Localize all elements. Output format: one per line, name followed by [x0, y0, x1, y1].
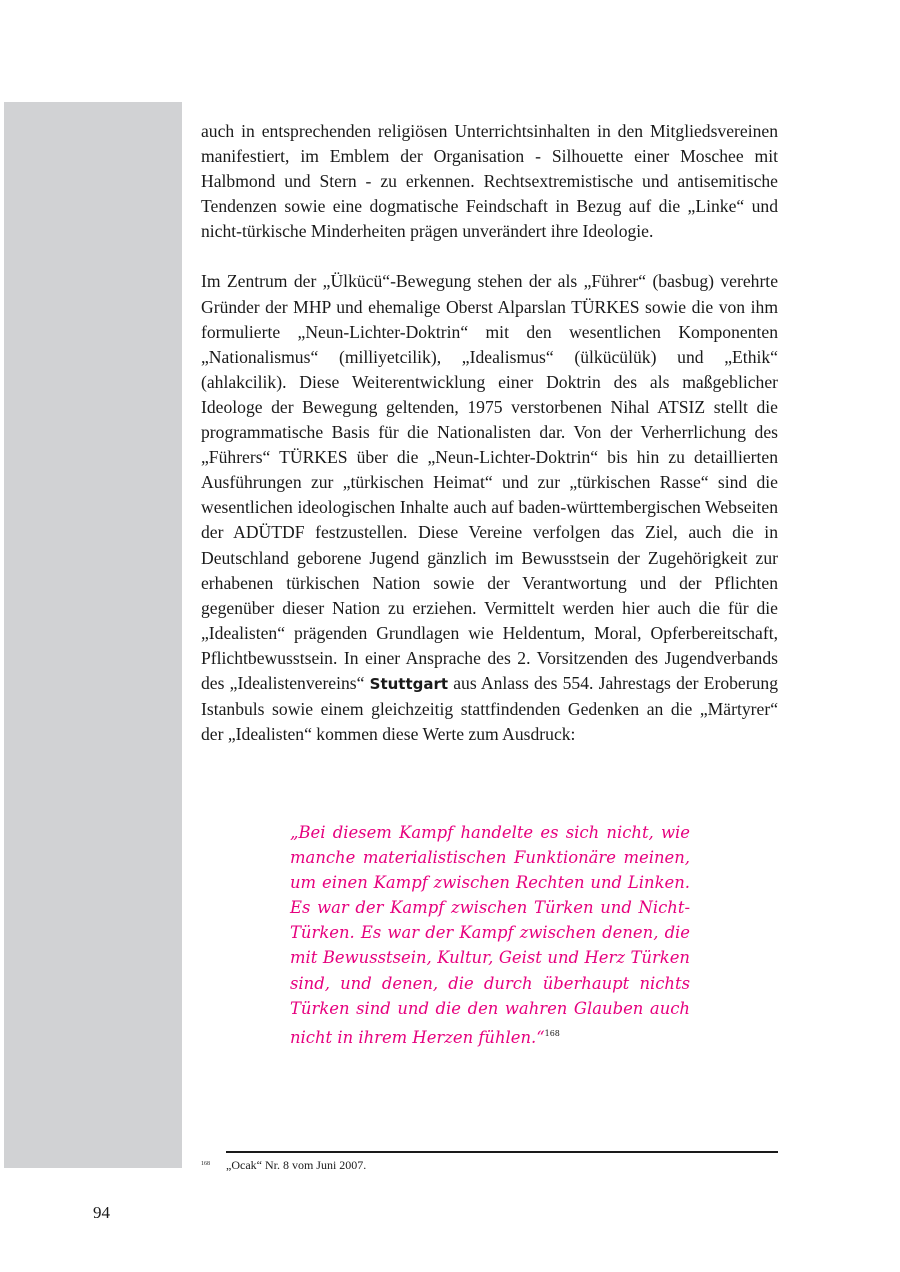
gray-sidebar — [4, 102, 182, 1168]
paragraph-2 — [201, 269, 778, 747]
body-text — [201, 119, 778, 772]
quote-text: „Bei diesem Kampf handelte es sich nicht, wie manche materialistischen Funktionäre meinen, um einen Kampf zwischen Rechten und Linken. Es war der Kampf zwischen Türken und Nicht-Türken. Es war der Kampf zwischen denen, die mit Bewusstsein, Kultur, Geist und Herz Türken sind, und denen, die durch überhaupt nichts Türken sind und die den wahren Glauben auch nicht in ihrem Herzen fühlen.“ — [290, 823, 690, 1047]
quote-footnote-ref[interactable]: 168 — [544, 1028, 560, 1038]
location-bold: Stuttgart — [369, 674, 449, 693]
footnote-marker: 168 — [201, 1161, 210, 1167]
footnote-text: „Ocak“ Nr. 8 vom Juni 2007. — [226, 1158, 367, 1172]
paragraph-2-text: Im Zentrum der „Ülkücü“-Bewegung stehen der als „Führer“ (basbug) verehrte Gründer der MHP und ehemalige Oberst Alparslan TÜRKES sowie die von ihm formulierte „Neun-Lichter-Doktrin“ mit den wesentlichen Komponenten „Nationalismus“ (milliyetcilik), „Idealismus“ (ülkücülük) und „Ethik“ (ahlakcilik). Diese Weiterentwicklung einer Doktrin des als maßgeblicher Ideologe der Bewegung geltenden, 1975 verstorbenen Nihal ATSIZ stellt die programmatische Basis für die Nationalisten dar. Von der Verherrlichung des „Führers“ TÜRKES über die „Neun-Lichter-Doktrin“ bis hin zu detaillierten Ausführungen zur „türkischen Heimat“ und zur „türkischen Rasse“ sind die wesentlichen ideologischen Inhalte auch auf baden-württembergischen Webseiten der ADÜTDF festzustellen. Diese Vereine verfolgen das Ziel, auch die in Deutschland geborene Jugend gänzlich im Bewusstsein der Zugehörigkeit zur erhabenen türkischen Nation sowie der Verantwortung und der Pflichten gegenüber dieser Nation zu erziehen. Vermittelt werden hier auch die für die „Idealisten“ prägenden Grundlagen wie Heldentum, Moral, Opferbereitschaft, Pflichtbewusstsein. In einer Ansprache des 2. Vorsitzenden des Jugendverbands des „Idealistenvereins“ — [201, 271, 778, 693]
paragraph-2-end: aus Anlass des 554. Jahrestags der Eroberung Istanbuls sowie einem gleichzeitig stattfindenden Gedenken an die „Märtyrer“ der „Idealisten“ kommen diese Werte zum Ausdruck: — [201, 672, 778, 745]
footnote-divider — [226, 1151, 778, 1153]
paragraph-1: auch in entsprechenden religiösen Unterrichtsinhalten in den Mitgliedsvereinen manifestiert, im Emblem der Organisation - Silhouette einer Moschee mit Halbmond und Stern - zu erkennen. Rechtsextremistische und antisemitische Tendenzen sowie eine dogmatische Feindschaft in Bezug auf die „Linke“ und nicht-türkische Minderheiten prägen unverändert ihre Ideologie. — [201, 121, 778, 242]
page-number: 94 — [93, 1203, 110, 1222]
footnote — [201, 1158, 366, 1173]
block-quote — [290, 820, 690, 1050]
